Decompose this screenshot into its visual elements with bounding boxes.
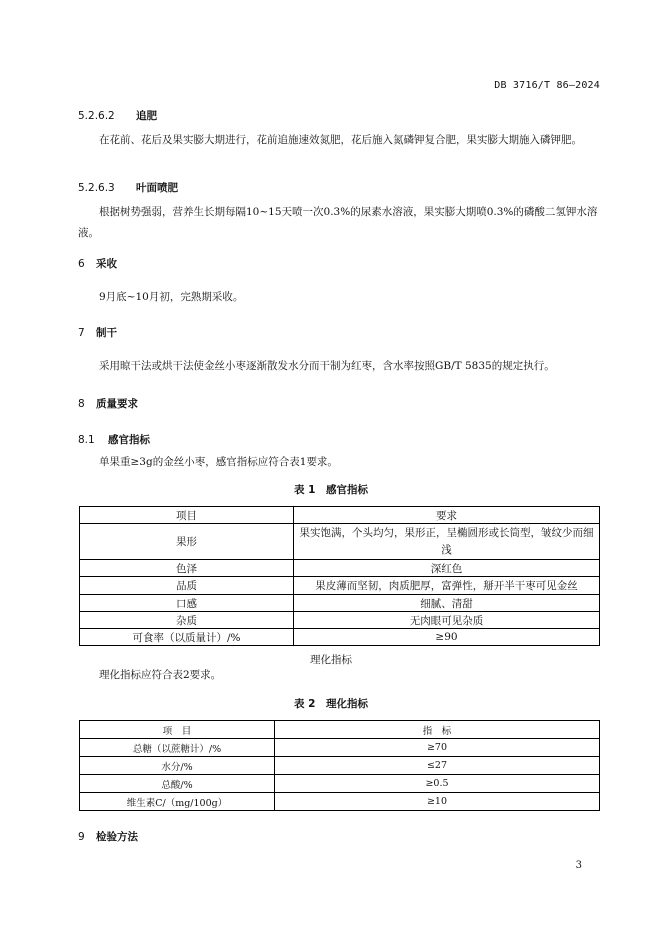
table2-caption: 表 2 理化指标 [294, 698, 368, 710]
section-number: 9 [78, 831, 85, 843]
table-cell: 无肉眼可见杂质 [294, 612, 600, 629]
sensory-index-table [79, 506, 600, 646]
section-number: 5.2.6.2 [78, 110, 115, 122]
table-row [80, 560, 600, 577]
table-cell: 可食率（以质量计）/% [80, 629, 294, 646]
section-title: 质量要求 [96, 398, 138, 410]
table1-caption: 表 1 感官指标 [294, 484, 368, 496]
paragraph-7: 采用晾干法或烘干法使金丝小枣逐渐散发水分而干制为红枣，含水率按照GB/T 5835的规定执行。 [99, 360, 555, 372]
page-number: 3 [575, 860, 582, 871]
table-cell: ≥90 [294, 629, 600, 646]
table-cell: 果皮薄而坚韧，肉质肥厚，富弹性，掰开半干枣可见金丝 [294, 577, 600, 595]
section-number: 6 [78, 258, 85, 270]
section-heading-5262 [78, 108, 157, 123]
table-header-cell: 项 目 [80, 721, 275, 739]
table-row [80, 577, 600, 595]
table-cell: 总酸/% [80, 775, 275, 793]
section-number: 5.2.6.3 [78, 182, 115, 194]
table-header-cell: 要求 [294, 507, 600, 524]
document-code-header: DB 3716/T 86—2024 [494, 80, 600, 91]
table-row [80, 629, 600, 646]
section-heading-7 [78, 325, 117, 340]
table-cell: ≥0.5 [275, 775, 600, 793]
section-title: 感官指标 [108, 434, 150, 446]
section-title: 叶面喷肥 [136, 182, 178, 194]
table-row [80, 757, 600, 775]
table-row [80, 775, 600, 793]
table-cell: 细腻、清甜 [294, 595, 600, 612]
table-cell: 维生素C/（mg/100g） [80, 793, 275, 811]
paragraph-81: 单果重≥3g的金丝小枣，感官指标应符合表1要求。 [99, 456, 338, 468]
section-title: 制干 [96, 327, 117, 339]
section-title: 检验方法 [96, 831, 138, 843]
table-row [80, 793, 600, 811]
table-cell: 果形 [80, 524, 294, 560]
section-heading-81 [78, 432, 150, 447]
table-cell: ≥70 [275, 739, 600, 757]
table-cell: ≤27 [275, 757, 600, 775]
section-heading-8 [78, 396, 138, 411]
table-row [80, 612, 600, 629]
table-cell: 色泽 [80, 560, 294, 577]
table-header-cell: 指 标 [275, 721, 600, 739]
table-row [80, 524, 600, 560]
table-cell: 口感 [80, 595, 294, 612]
table-header-row [80, 721, 600, 739]
section-heading-6 [78, 256, 117, 271]
section-number: 8 [78, 398, 85, 410]
table-header-row [80, 507, 600, 524]
section-heading-9 [78, 829, 138, 844]
paragraph-82: 理化指标应符合表2要求。 [99, 669, 222, 681]
section-title: 追肥 [136, 110, 157, 122]
physicochemical-index-table [79, 720, 600, 811]
section-title: 采收 [96, 258, 117, 270]
paragraph-6: 9月底~10月初，完熟期采收。 [99, 291, 244, 303]
table-header-cell: 项目 [80, 507, 294, 524]
table-cell: ≥10 [275, 793, 600, 811]
section-number: 7 [78, 327, 85, 339]
section-heading-82: 理化指标 [310, 654, 352, 666]
table-row [80, 595, 600, 612]
table-cell: 总糖（以蔗糖计）/% [80, 739, 275, 757]
paragraph-5262: 在花前、花后及果实膨大期进行，花前追施速效氮肥，花后施入氮磷钾复合肥，果实膨大期施入磷钾肥。 [99, 134, 582, 146]
section-heading-5263 [78, 180, 178, 195]
table-cell: 深红色 [294, 560, 600, 577]
table-cell: 果实饱满，个头均匀，果形正，呈椭圆形或长筒型，皱纹少而细浅 [294, 524, 600, 560]
paragraph-5263: 根据树势强弱，营养生长期每隔10~15天喷一次0.3%的尿素水溶液，果实膨大期喷0.3%的磷酸二氢钾水溶液。 [78, 206, 598, 239]
table-cell: 品质 [80, 577, 294, 595]
table-row [80, 739, 600, 757]
table-cell: 水分/% [80, 757, 275, 775]
section-number: 8.1 [78, 434, 95, 446]
table-cell: 杂质 [80, 612, 294, 629]
